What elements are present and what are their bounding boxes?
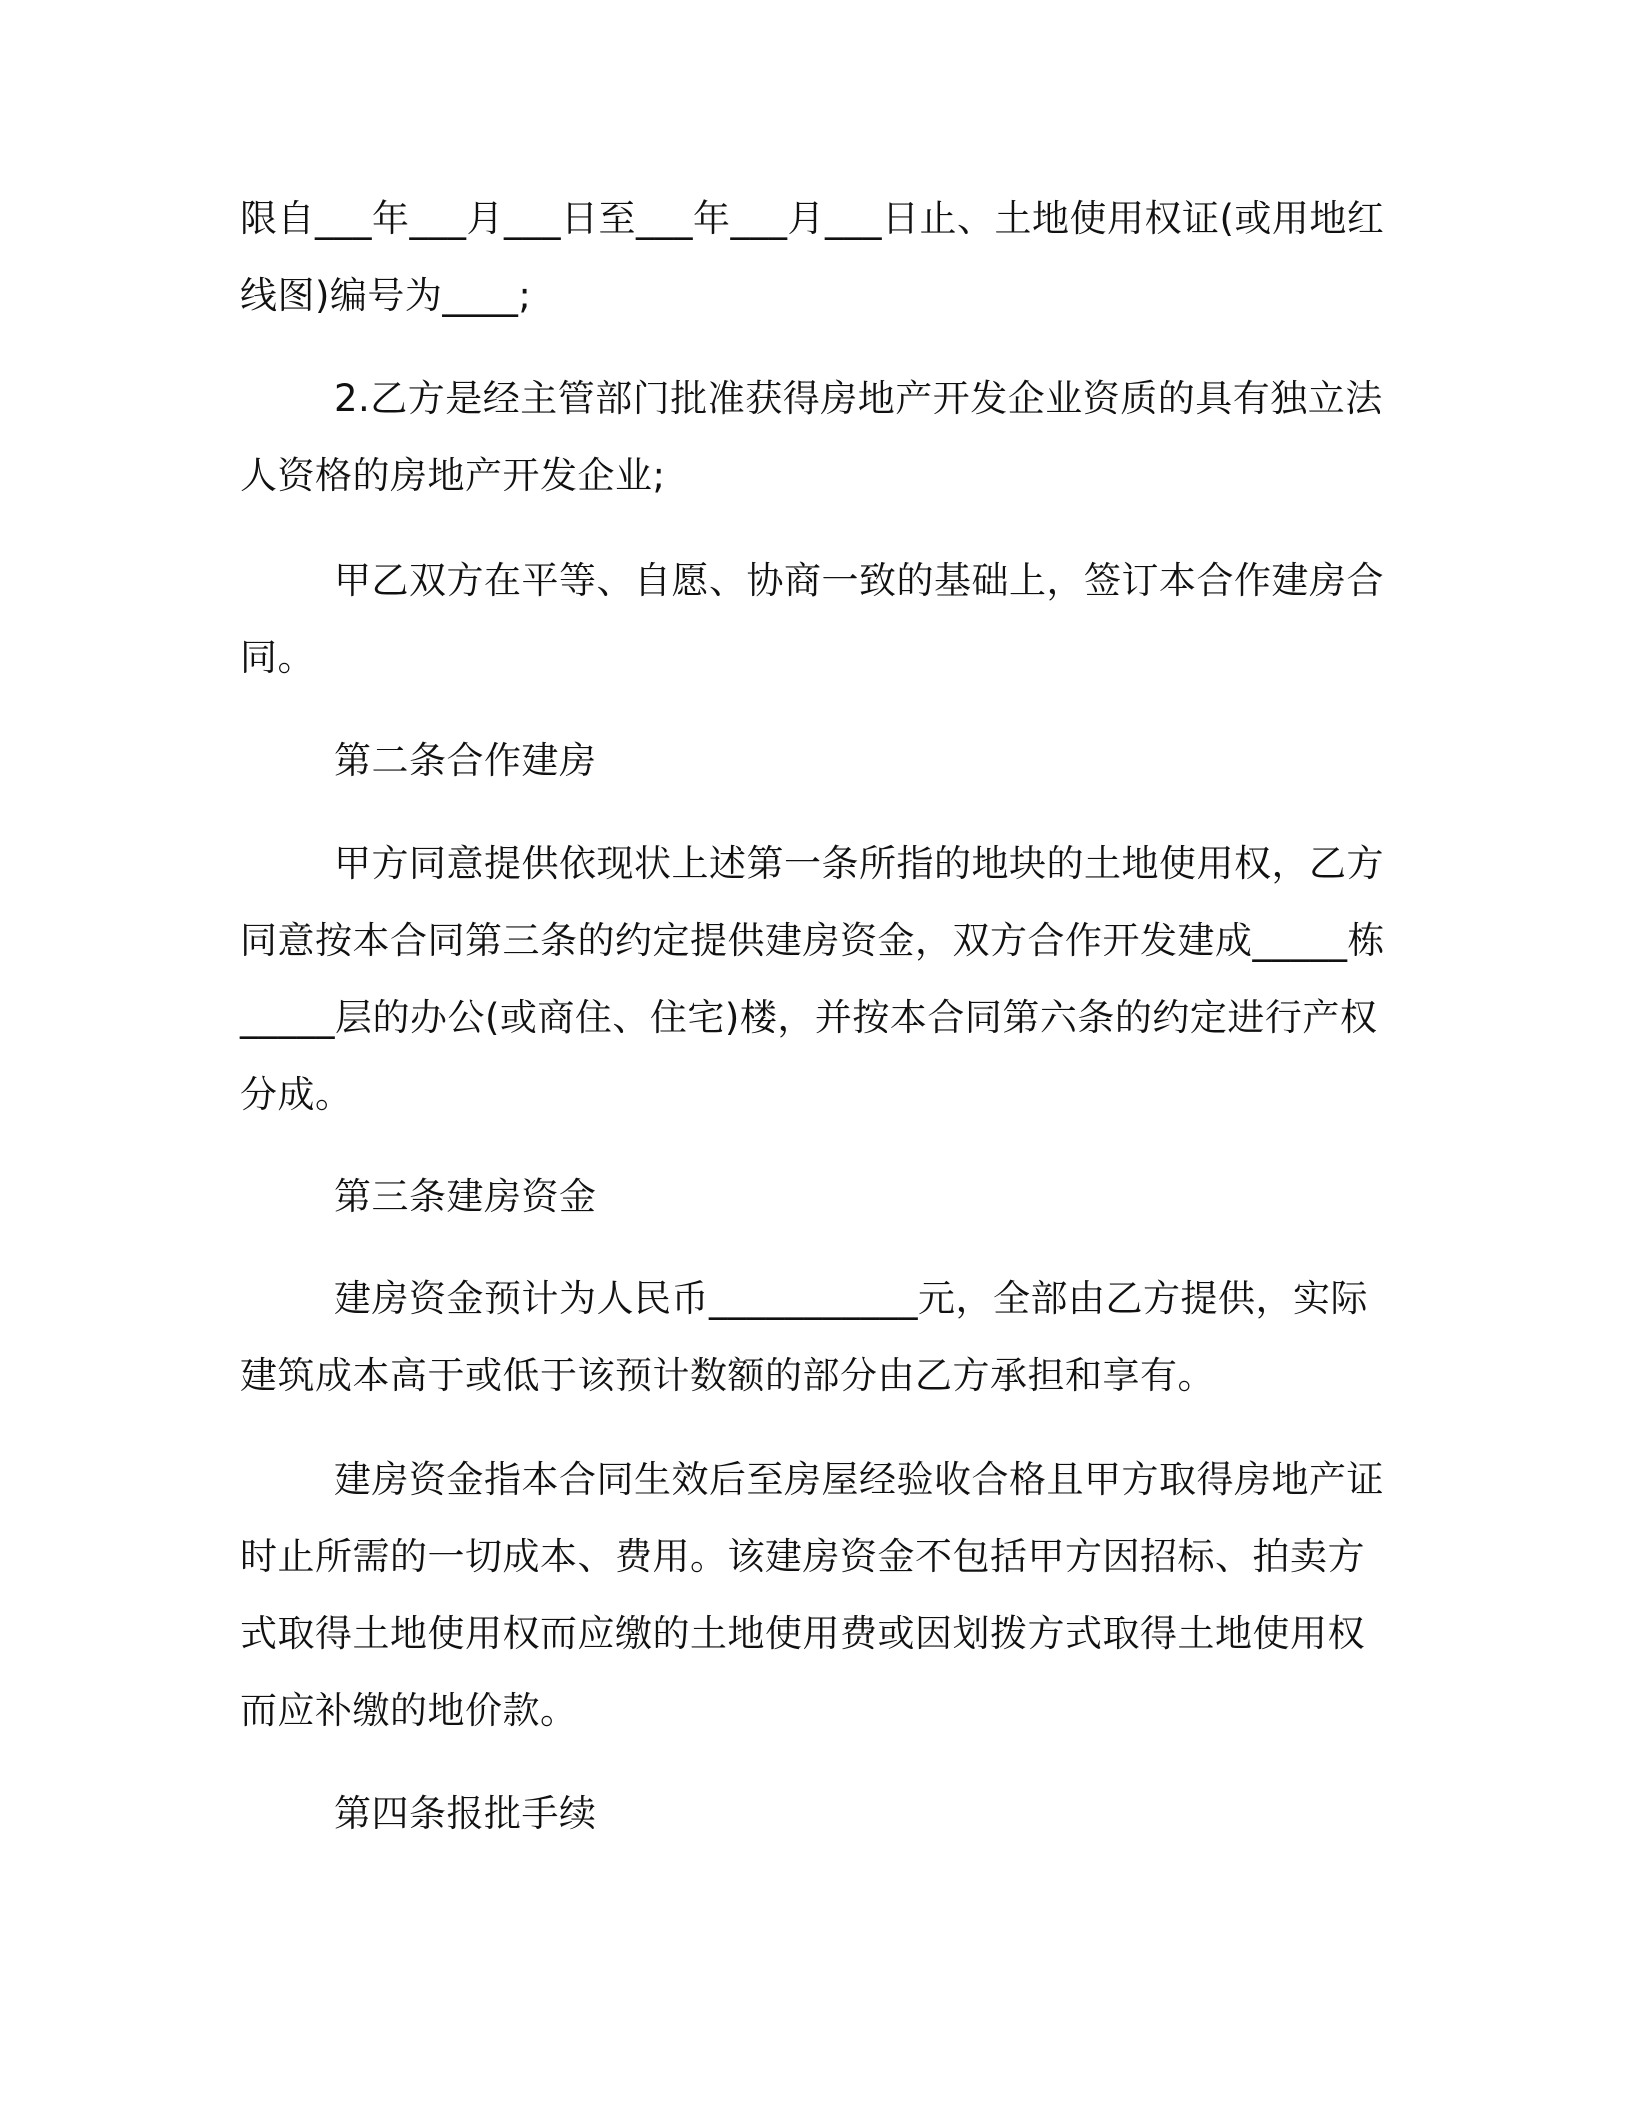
section-heading-article-2: 第二条合作建房 [334, 739, 597, 782]
paragraph-cooperation-building: 甲方同意提供依现状上述第一条所指的地块的土地使用权，乙方同意按本合同第三条的约定提供建房资金，双方合作开发建成_____栋_____层的办公(或商住、住宅)楼，并按本合同第六条的约定进行产权分成。 [240, 842, 1385, 1116]
paragraph-building-funds-definition: 建房资金指本合同生效后至房屋经验收合格且甲方取得房地产证时止所需的一切成本、费用。该建房资金不包括甲方因招标、拍卖方式取得土地使用权而应缴的土地使用费或因划拨方式取得土地使用权而应补缴的地价款。 [240, 1458, 1384, 1732]
section-heading-article-4: 第四条报批手续 [334, 1792, 597, 1835]
paragraph-building-funds-estimate: 建房资金预计为人民币___________元，全部由乙方提供，实际建筑成本高于或低于该预计数额的部分由乙方承担和享有。 [240, 1277, 1368, 1397]
paragraph-term-and-certificate: 限自___年___月___日至___年___月___日止、土地使用权证(或用地红线图)编号为____; [240, 197, 1385, 317]
section-heading-article-3: 第三条建房资金 [334, 1175, 597, 1218]
paragraph-contract-basis: 甲乙双方在平等、自愿、协商一致的基础上，签订本合作建房合同。 [240, 559, 1384, 679]
paragraph-party-b-qualification: 2.乙方是经主管部门批准获得房地产开发企业资质的具有独立法人资格的房地产开发企业; [240, 377, 1383, 497]
